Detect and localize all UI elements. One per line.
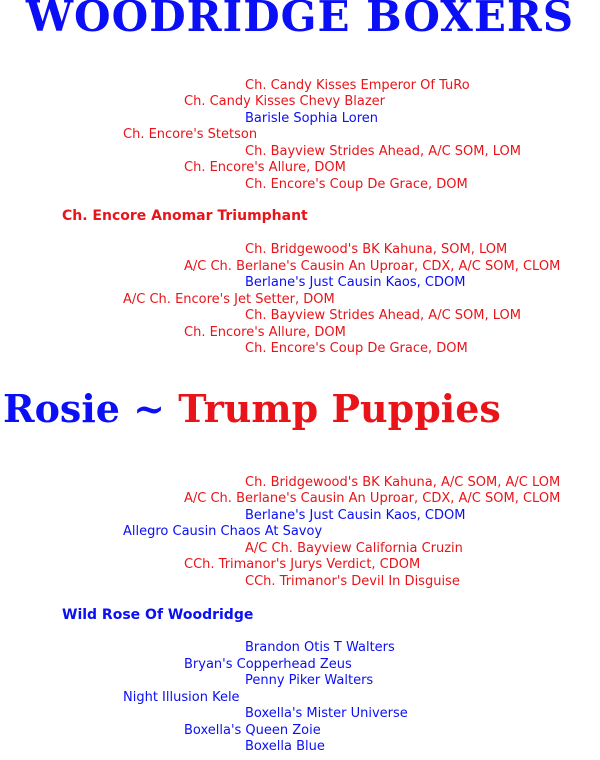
pedigree-entry: Night Illusion Kele xyxy=(123,690,240,705)
pedigree-subject: Ch. Encore Anomar Triumphant xyxy=(62,208,308,224)
site-title: WOODRIDGE BOXERS xyxy=(25,0,575,41)
pedigree-entry: Penny Piker Walters xyxy=(245,673,374,688)
pedigree-entry: Ch. Encore's Coup De Grace, DOM xyxy=(245,177,468,192)
section-title-separator: ~ xyxy=(133,386,166,431)
pedigree-entry: CCh. Trimanor's Jurys Verdict, CDOM xyxy=(184,557,421,572)
pedigree-entry: Boxella Blue xyxy=(245,739,325,754)
pedigree-entry: Ch. Encore's Coup De Grace, DOM xyxy=(245,341,468,356)
pedigree-entry: Ch. Bayview Strides Ahead, A/C SOM, LOM xyxy=(245,308,521,323)
pedigree-entry: CCh. Trimanor's Devil In Disguise xyxy=(245,574,460,589)
pedigree-entry: Boxella's Queen Zoie xyxy=(184,723,321,738)
pedigree-entry: Berlane's Just Causin Kaos, CDOM xyxy=(245,508,466,523)
pedigree-entry: Boxella's Mister Universe xyxy=(245,706,408,721)
pedigree-entry: A/C Ch. Berlane's Causin An Uproar, CDX, A/C SOM, CLOM xyxy=(184,491,561,506)
pedigree-entry: A/C Ch. Bayview California Cruzin xyxy=(245,541,463,556)
pedigree-entry: Berlane's Just Causin Kaos, CDOM xyxy=(245,275,466,290)
section-title xyxy=(3,386,600,431)
pedigree-entry: A/C Ch. Berlane's Causin An Uproar, CDX, A/C SOM, CLOM xyxy=(184,259,561,274)
pedigree-entry: A/C Ch. Encore's Jet Setter, DOM xyxy=(123,292,335,307)
pedigree-entry: Ch. Encore's Stetson xyxy=(123,127,258,142)
pedigree-entry: Ch. Candy Kisses Emperor Of TuRo xyxy=(245,78,470,93)
pedigree-entry: Ch. Encore's Allure, DOM xyxy=(184,325,346,340)
section-title-right: Trump Puppies xyxy=(178,386,501,431)
pedigree-entry: Ch. Bridgewood's BK Kahuna, SOM, LOM xyxy=(245,242,508,257)
section-title-left: Rosie xyxy=(3,386,120,431)
pedigree-entry: Ch. Bayview Strides Ahead, A/C SOM, LOM xyxy=(245,144,521,159)
pedigree-subject: Wild Rose Of Woodridge xyxy=(62,607,254,623)
pedigree-entry: Ch. Encore's Allure, DOM xyxy=(184,160,346,175)
pedigree-entry: Allegro Causin Chaos At Savoy xyxy=(123,524,323,539)
pedigree-entry: Ch. Candy Kisses Chevy Blazer xyxy=(184,94,386,109)
pedigree-entry: Bryan's Copperhead Zeus xyxy=(184,657,352,672)
pedigree-entry: Brandon Otis T Walters xyxy=(245,640,395,655)
pedigree-entry: Ch. Bridgewood's BK Kahuna, A/C SOM, A/C LOM xyxy=(245,475,561,490)
pedigree-entry: Barisle Sophia Loren xyxy=(245,111,379,126)
